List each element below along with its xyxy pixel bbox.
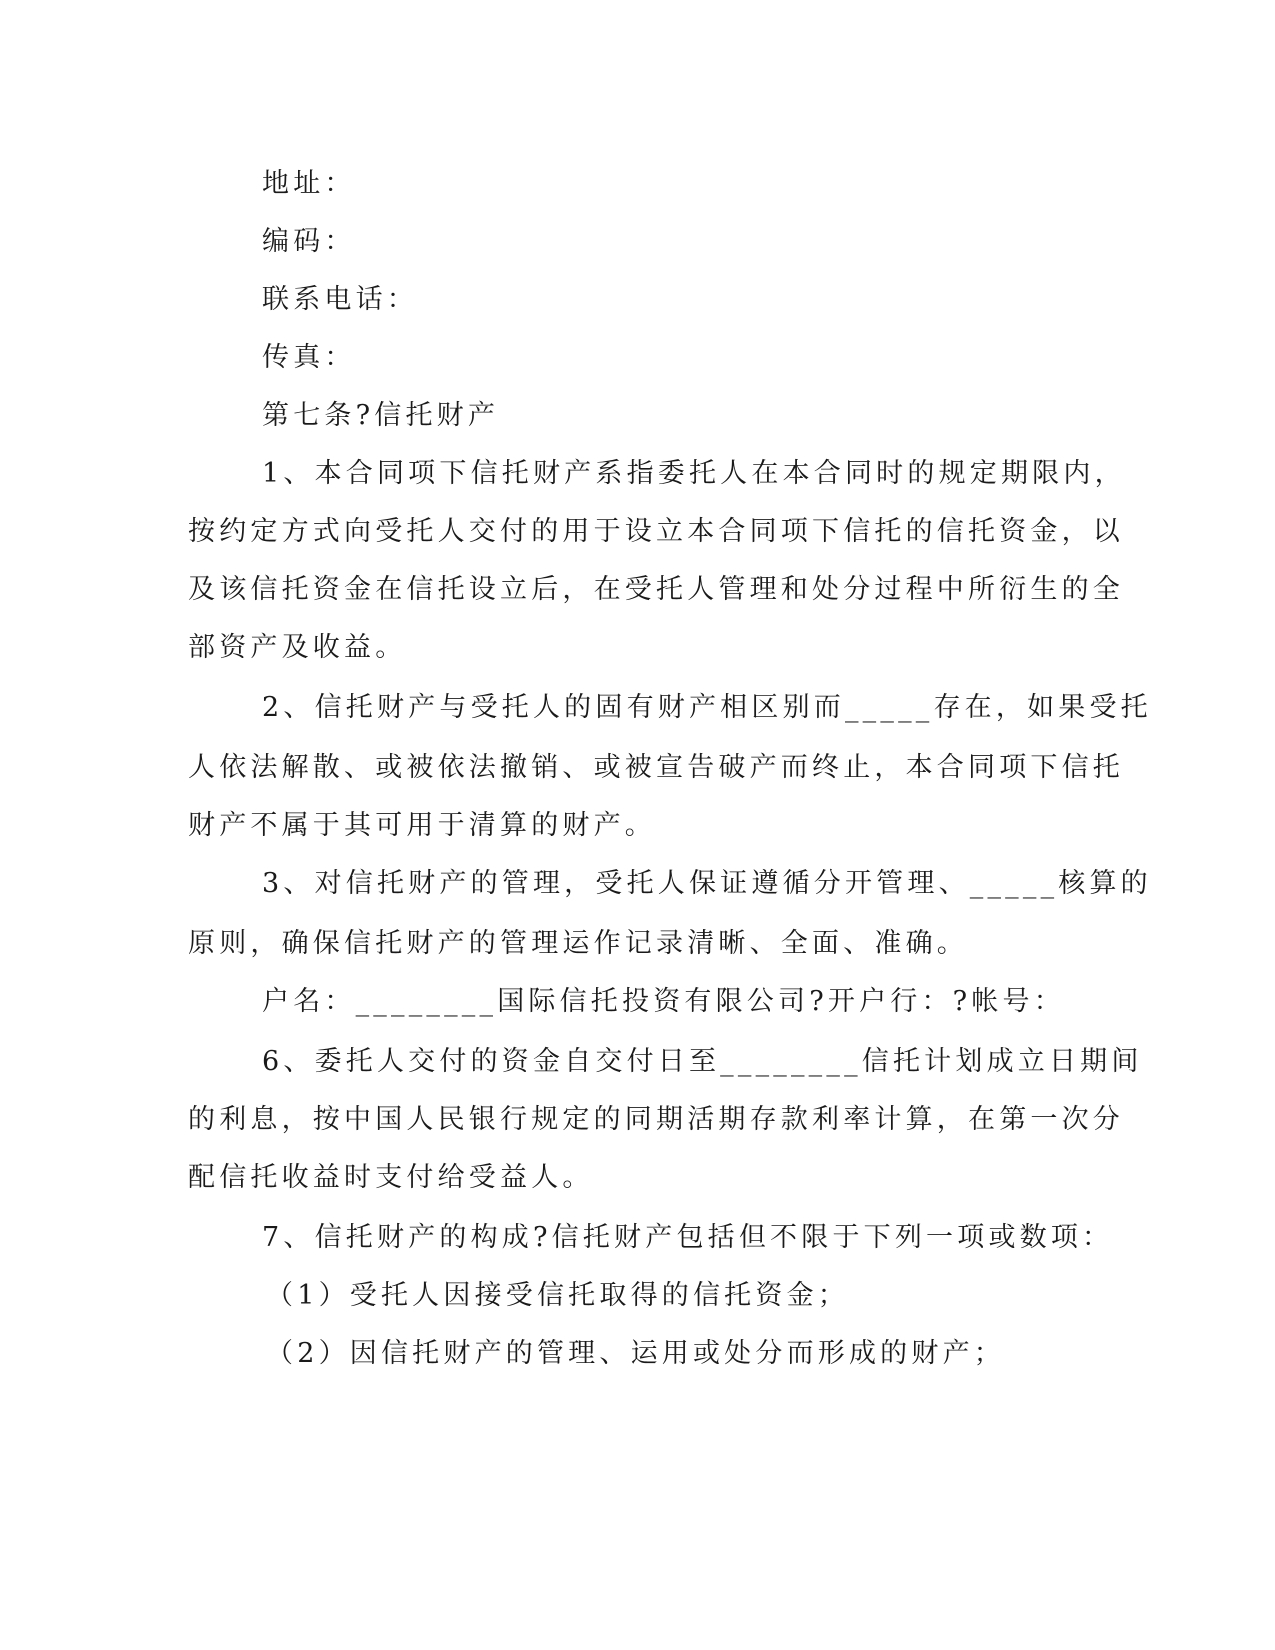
paragraph-line: 的利息，按中国人民银行规定的同期活期存款利率计算，在第一次分 — [188, 1104, 1124, 1135]
paragraph-line: 人依法解散、或被依法撤销、或被宣告破产而终止，本合同项下信托 — [188, 752, 1124, 783]
account-info-line: 户名：________国际信托投资有限公司?开户行：?帐号： — [262, 986, 1065, 1017]
paragraph-line: 2、信托财产与受托人的固有财产相区别而_____存在，如果受托 — [262, 692, 1152, 723]
article-heading: 第七条?信托财产 — [262, 400, 500, 431]
list-item: （2）因信托财产的管理、运用或处分而形成的财产； — [266, 1338, 1005, 1369]
paragraph-line: 配信托收益时支付给受益人。 — [188, 1162, 594, 1193]
paragraph-line: 及该信托资金在信托设立后，在受托人管理和处分过程中所衍生的全 — [188, 574, 1124, 605]
paragraph-line: 6、委托人交付的资金自交付日至________信托计划成立日期间 — [262, 1046, 1143, 1077]
paragraph-line: 原则，确保信托财产的管理运作记录清晰、全面、准确。 — [188, 928, 968, 959]
postcode-label: 编码： — [262, 226, 356, 257]
phone-label: 联系电话： — [262, 284, 418, 315]
fax-label: 传真： — [262, 342, 356, 373]
paragraph-line: 3、对信托财产的管理，受托人保证遵循分开管理、_____核算的 — [262, 868, 1152, 899]
paragraph-line: 按约定方式向受托人交付的用于设立本合同项下信托的信托资金，以 — [188, 516, 1124, 547]
list-item: （1）受托人因接受信托取得的信托资金； — [266, 1280, 849, 1311]
paragraph-line: 7、信托财产的构成?信托财产包括但不限于下列一项或数项： — [262, 1222, 1114, 1253]
paragraph-line: 1、本合同项下信托财产系指委托人在本合同时的规定期限内， — [262, 458, 1126, 489]
paragraph-line: 财产不属于其可用于清算的财产。 — [188, 810, 656, 841]
paragraph-line: 部资产及收益。 — [188, 632, 407, 663]
address-label: 地址： — [262, 168, 356, 199]
